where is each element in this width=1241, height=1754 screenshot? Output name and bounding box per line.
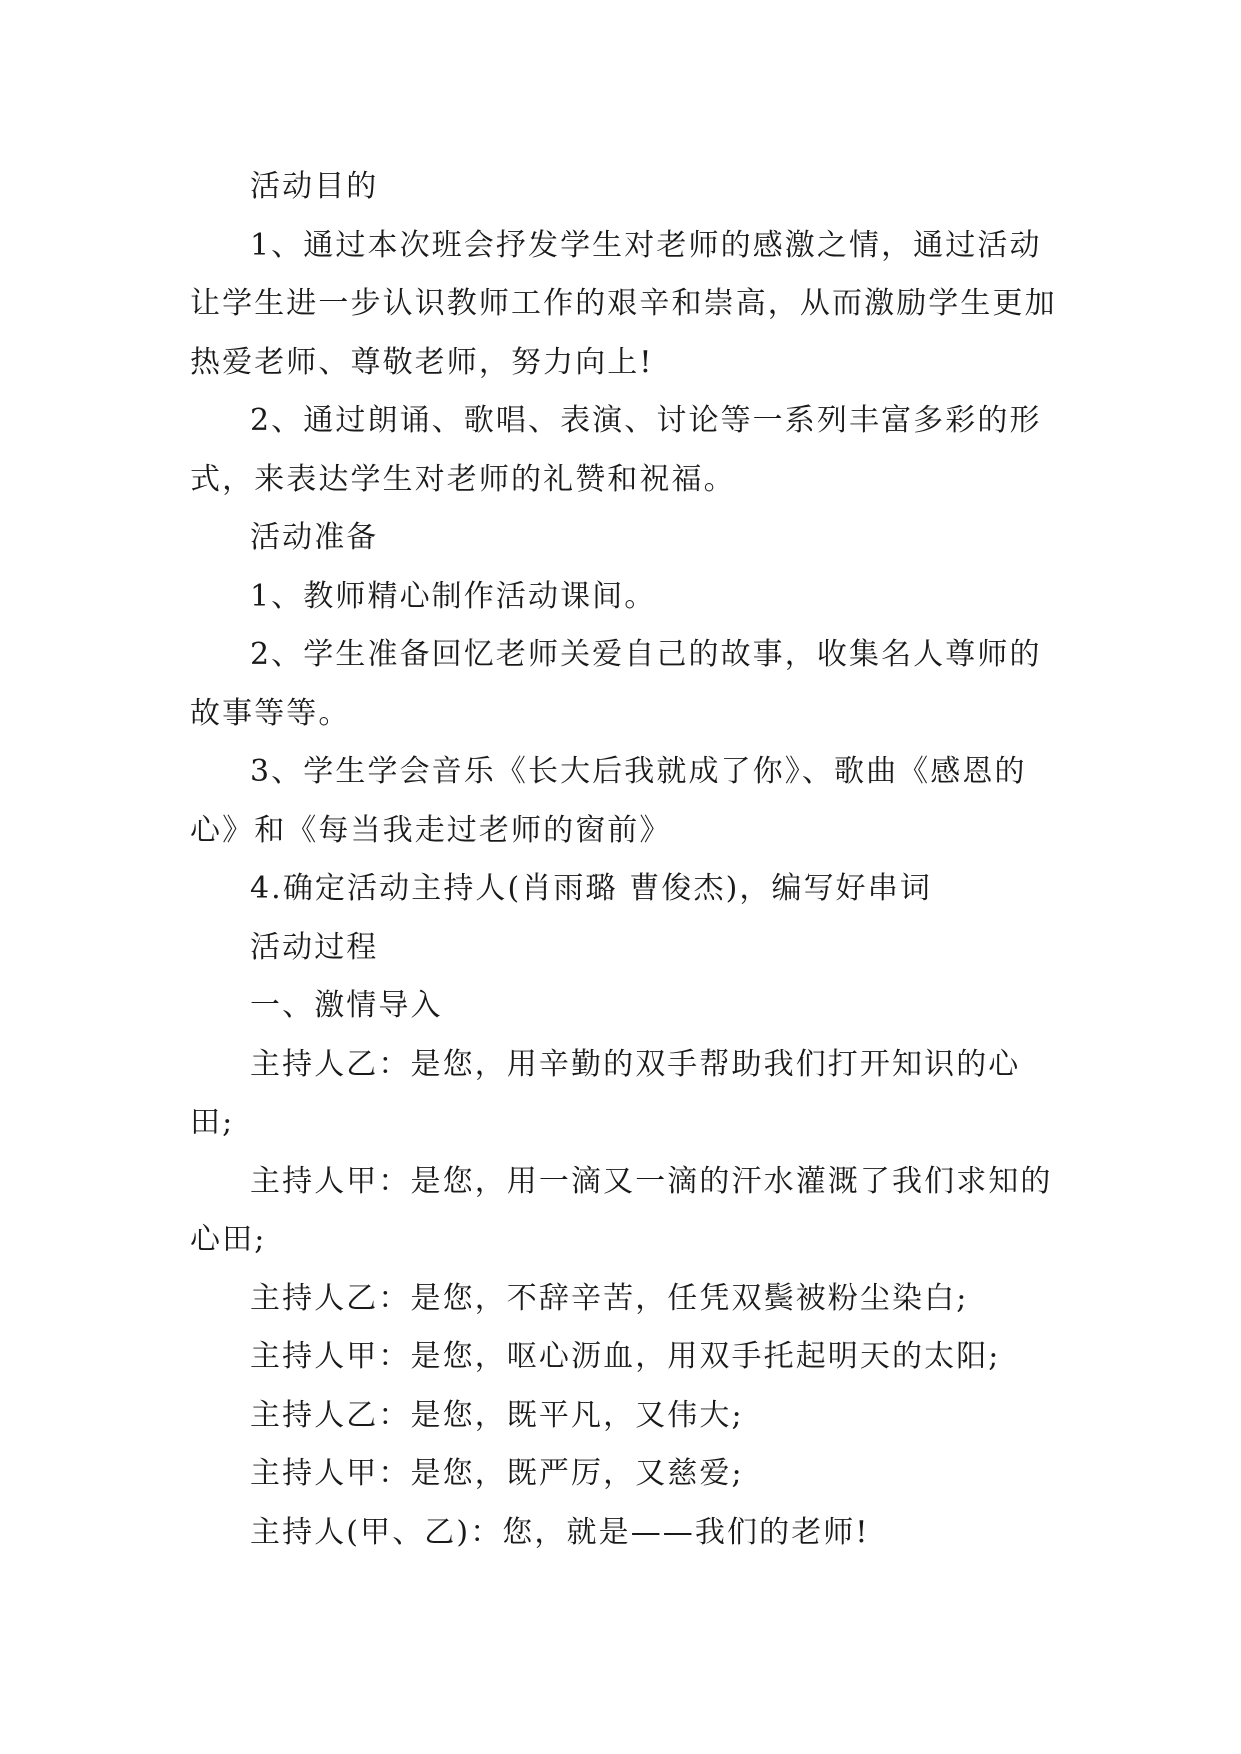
host-line: 主持人甲：是您，用一滴又一滴的汗水灌溉了我们求知的心田; bbox=[190, 1163, 1053, 1257]
process-step-1-heading: 一、激情导入 bbox=[250, 988, 443, 1023]
preparation-item-1: 1、教师精心制作活动课间。 bbox=[250, 578, 657, 614]
purpose-item-2: 2、通过朗诵、歌唱、表演、讨论等一系列丰富多彩的形式，来表达学生对老师的礼赞和祝福。 bbox=[190, 403, 1042, 497]
host-line: 主持人(甲、乙)：您，就是——我们的老师! bbox=[250, 1514, 870, 1550]
host-line: 主持人乙：是您，用辛勤的双手帮助我们打开知识的心田; bbox=[190, 1046, 1021, 1140]
host-line: 主持人乙：是您，既平凡，又伟大; bbox=[250, 1397, 744, 1433]
section-heading-preparation: 活动准备 bbox=[250, 520, 379, 555]
purpose-item-1: 1、通过本次班会抒发学生对老师的感激之情，通过活动让学生进一步认识教师工作的艰辛和崇高，从而激励学生更加热爱老师、尊敬老师，努力向上! bbox=[190, 227, 1057, 380]
host-line: 主持人甲：是您，既严厉，又慈爱; bbox=[250, 1456, 744, 1491]
preparation-item-4: 4.确定活动主持人(肖雨璐 曹俊杰)，编写好串词 bbox=[250, 871, 932, 906]
host-line: 主持人甲：是您，呕心沥血，用双手托起明天的太阳; bbox=[250, 1339, 1001, 1374]
document-body bbox=[190, 158, 1060, 1562]
preparation-item-3: 3、学生学会音乐《长大后我就成了你》、歌曲《感恩的心》和《每当我走过老师的窗前》 bbox=[190, 754, 1027, 848]
preparation-item-2: 2、学生准备回忆老师关爱自己的故事，收集名人尊师的故事等等。 bbox=[190, 637, 1042, 731]
section-heading-process: 活动过程 bbox=[250, 929, 379, 965]
section-heading-purpose: 活动目的 bbox=[250, 169, 379, 204]
host-line: 主持人乙：是您，不辞辛苦，任凭双鬓被粉尘染白; bbox=[250, 1280, 969, 1316]
